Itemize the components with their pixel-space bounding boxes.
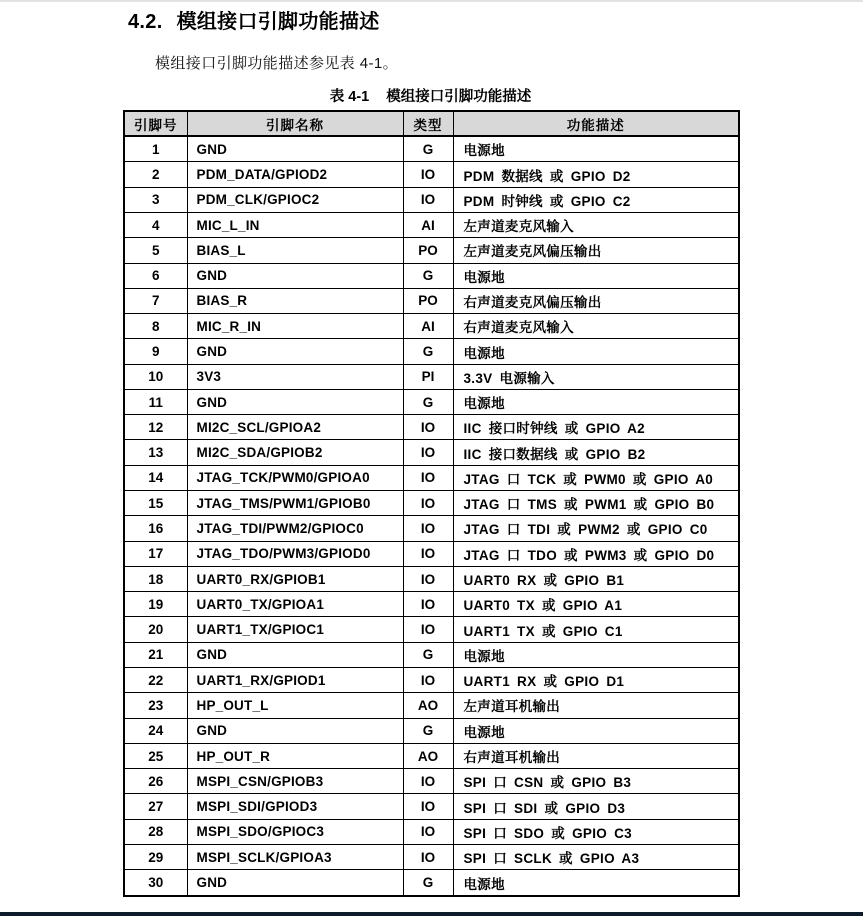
pin-type-cell: PO [403,238,453,263]
pin-name-cell: GND [187,263,403,288]
pin-name-cell: JTAG_TMS/PWM1/GPIOB0 [187,491,403,516]
pin-name-cell: BIAS_L [187,238,403,263]
pin-name-cell: GND [187,339,403,364]
table-row [124,238,739,263]
pin-type-cell: G [403,136,453,162]
table-header-row [124,111,739,136]
pin-type-cell: IO [403,794,453,819]
intro-paragraph: 模组接口引脚功能描述参见表 4-1。 [155,55,399,72]
table-row [124,592,739,617]
pin-description-cell: PDM 数据线 或 GPIO D2 [453,162,739,187]
pin-number-cell: 24 [124,718,187,743]
col-header-pin-number: 引脚号 [124,111,187,136]
pin-name-cell: MI2C_SDA/GPIOB2 [187,440,403,465]
pin-name-cell: GND [187,642,403,667]
pin-description-cell: 左声道麦克风输入 [453,212,739,237]
pin-name-cell: PDM_DATA/GPIOD2 [187,162,403,187]
pin-name-cell: UART0_RX/GPIOB1 [187,566,403,591]
pin-number-cell: 11 [124,389,187,414]
pin-type-cell: IO [403,617,453,642]
pin-type-cell: PO [403,288,453,313]
table-row [124,339,739,364]
pin-type-cell: IO [403,566,453,591]
pin-number-cell: 25 [124,743,187,768]
table-row [124,566,739,591]
table-row [124,794,739,819]
pin-type-cell: IO [403,187,453,212]
pin-name-cell: MSPI_SDI/GPIOD3 [187,794,403,819]
table-row [124,642,739,667]
pin-description-cell: 电源地 [453,870,739,896]
pin-type-cell: IO [403,668,453,693]
table-row [124,769,739,794]
pin-description-cell: UART1 RX 或 GPIO D1 [453,668,739,693]
footer-rule [0,912,863,916]
pin-number-cell: 22 [124,668,187,693]
table-row [124,541,739,566]
pin-name-cell: JTAG_TCK/PWM0/GPIOA0 [187,465,403,490]
pin-name-cell: JTAG_TDO/PWM3/GPIOD0 [187,541,403,566]
pin-description-cell: JTAG 口 TDO 或 PWM3 或 GPIO D0 [453,541,739,566]
pin-type-cell: IO [403,465,453,490]
pin-number-cell: 6 [124,263,187,288]
pin-number-cell: 20 [124,617,187,642]
pin-number-cell: 1 [124,136,187,162]
pin-description-cell: UART1 TX 或 GPIO C1 [453,617,739,642]
table-row [124,819,739,844]
pin-description-cell: IIC 接口数据线 或 GPIO B2 [453,440,739,465]
pin-description-cell: 右声道耳机输出 [453,743,739,768]
table-row [124,162,739,187]
top-rule [0,0,863,2]
table-row [124,718,739,743]
pin-description-cell: 电源地 [453,642,739,667]
table-row [124,364,739,389]
pin-name-cell: GND [187,389,403,414]
table-row [124,617,739,642]
pin-type-cell: IO [403,516,453,541]
table-row [124,415,739,440]
pin-type-cell: PI [403,364,453,389]
pin-description-cell: UART0 TX 或 GPIO A1 [453,592,739,617]
pin-description-cell: SPI 口 SDI 或 GPIO D3 [453,794,739,819]
pin-type-cell: G [403,263,453,288]
pin-type-cell: G [403,642,453,667]
pin-name-cell: MI2C_SCL/GPIOA2 [187,415,403,440]
table-caption [123,85,738,106]
pin-name-cell: 3V3 [187,364,403,389]
table-row [124,465,739,490]
table-row [124,870,739,896]
pin-number-cell: 4 [124,212,187,237]
table-row [124,263,739,288]
pin-number-cell: 9 [124,339,187,364]
pin-description-cell: 电源地 [453,718,739,743]
pin-description-cell: 电源地 [453,339,739,364]
pin-type-cell: AI [403,314,453,339]
pin-type-cell: G [403,389,453,414]
pin-number-cell: 26 [124,769,187,794]
table-row [124,288,739,313]
pin-type-cell: IO [403,769,453,794]
pin-number-cell: 19 [124,592,187,617]
pin-number-cell: 13 [124,440,187,465]
pin-number-cell: 28 [124,819,187,844]
pin-name-cell: HP_OUT_R [187,743,403,768]
pin-description-cell: JTAG 口 TMS 或 PWM1 或 GPIO B0 [453,491,739,516]
pin-type-cell: IO [403,440,453,465]
pin-table-body [124,136,739,896]
pin-name-cell: GND [187,870,403,896]
pin-description-cell: 电源地 [453,389,739,414]
pin-name-cell: MSPI_SCLK/GPIOA3 [187,844,403,869]
pin-name-cell: UART0_TX/GPIOA1 [187,592,403,617]
pin-description-cell: 右声道麦克风输入 [453,314,739,339]
table-row [124,314,739,339]
table-caption-title: 模组接口引脚功能描述 [386,89,532,105]
pin-name-cell: UART1_RX/GPIOD1 [187,668,403,693]
pin-number-cell: 21 [124,642,187,667]
pin-name-cell: MIC_L_IN [187,212,403,237]
pin-type-cell: IO [403,162,453,187]
pin-type-cell: IO [403,819,453,844]
pin-type-cell: G [403,870,453,896]
col-header-pin-type: 类型 [403,111,453,136]
pin-name-cell: UART1_TX/GPIOC1 [187,617,403,642]
pin-number-cell: 7 [124,288,187,313]
pin-name-cell: HP_OUT_L [187,693,403,718]
pin-number-cell: 16 [124,516,187,541]
pin-name-cell: GND [187,718,403,743]
pin-description-cell: JTAG 口 TDI 或 PWM2 或 GPIO C0 [453,516,739,541]
pin-name-cell: MSPI_CSN/GPIOB3 [187,769,403,794]
pin-number-cell: 15 [124,491,187,516]
pin-type-cell: IO [403,415,453,440]
pin-number-cell: 2 [124,162,187,187]
pin-type-cell: AO [403,693,453,718]
pin-name-cell: PDM_CLK/GPIOC2 [187,187,403,212]
table-row [124,212,739,237]
pin-type-cell: G [403,339,453,364]
pin-description-cell: 左声道麦克风偏压输出 [453,238,739,263]
pin-description-cell: PDM 时钟线 或 GPIO C2 [453,187,739,212]
section-heading [128,5,380,34]
pin-number-cell: 29 [124,844,187,869]
pin-number-cell: 10 [124,364,187,389]
pin-description-cell: JTAG 口 TCK 或 PWM0 或 GPIO A0 [453,465,739,490]
pin-type-cell: AO [403,743,453,768]
pin-type-cell: AI [403,212,453,237]
pin-type-cell: IO [403,541,453,566]
pin-name-cell: JTAG_TDI/PWM2/GPIOC0 [187,516,403,541]
pin-description-cell: 左声道耳机输出 [453,693,739,718]
pin-type-cell: IO [403,491,453,516]
pin-name-cell: GND [187,136,403,162]
section-number: 4.2. [128,11,163,33]
table-row [124,693,739,718]
table-caption-label: 表 4-1 [329,89,370,105]
pin-number-cell: 8 [124,314,187,339]
pin-name-cell: MIC_R_IN [187,314,403,339]
section-title: 模组接口引脚功能描述 [176,11,380,33]
pin-number-cell: 23 [124,693,187,718]
pin-number-cell: 12 [124,415,187,440]
pin-description-cell: UART0 RX 或 GPIO B1 [453,566,739,591]
col-header-pin-name: 引脚名称 [187,111,403,136]
table-row [124,516,739,541]
pin-description-cell: SPI 口 CSN 或 GPIO B3 [453,769,739,794]
pin-description-cell: 电源地 [453,263,739,288]
pin-description-cell: 右声道麦克风偏压输出 [453,288,739,313]
pin-type-cell: IO [403,592,453,617]
pin-description-cell: SPI 口 SCLK 或 GPIO A3 [453,844,739,869]
table-row [124,187,739,212]
pin-name-cell: BIAS_R [187,288,403,313]
pin-type-cell: G [403,718,453,743]
pin-description-cell: IIC 接口时钟线 或 GPIO A2 [453,415,739,440]
pin-number-cell: 17 [124,541,187,566]
pin-number-cell: 27 [124,794,187,819]
pin-number-cell: 5 [124,238,187,263]
pin-type-cell: IO [403,844,453,869]
table-row [124,668,739,693]
pin-number-cell: 14 [124,465,187,490]
pin-number-cell: 30 [124,870,187,896]
table-row [124,844,739,869]
pin-function-table [123,110,740,897]
col-header-pin-desc: 功能描述 [453,111,739,136]
pin-number-cell: 18 [124,566,187,591]
pin-description-cell: SPI 口 SDO 或 GPIO C3 [453,819,739,844]
pin-number-cell: 3 [124,187,187,212]
pin-description-cell: 电源地 [453,136,739,162]
pin-name-cell: MSPI_SDO/GPIOC3 [187,819,403,844]
table-row [124,491,739,516]
table-row [124,743,739,768]
table-row [124,440,739,465]
table-row [124,136,739,162]
pin-description-cell: 3.3V 电源输入 [453,364,739,389]
table-row [124,389,739,414]
